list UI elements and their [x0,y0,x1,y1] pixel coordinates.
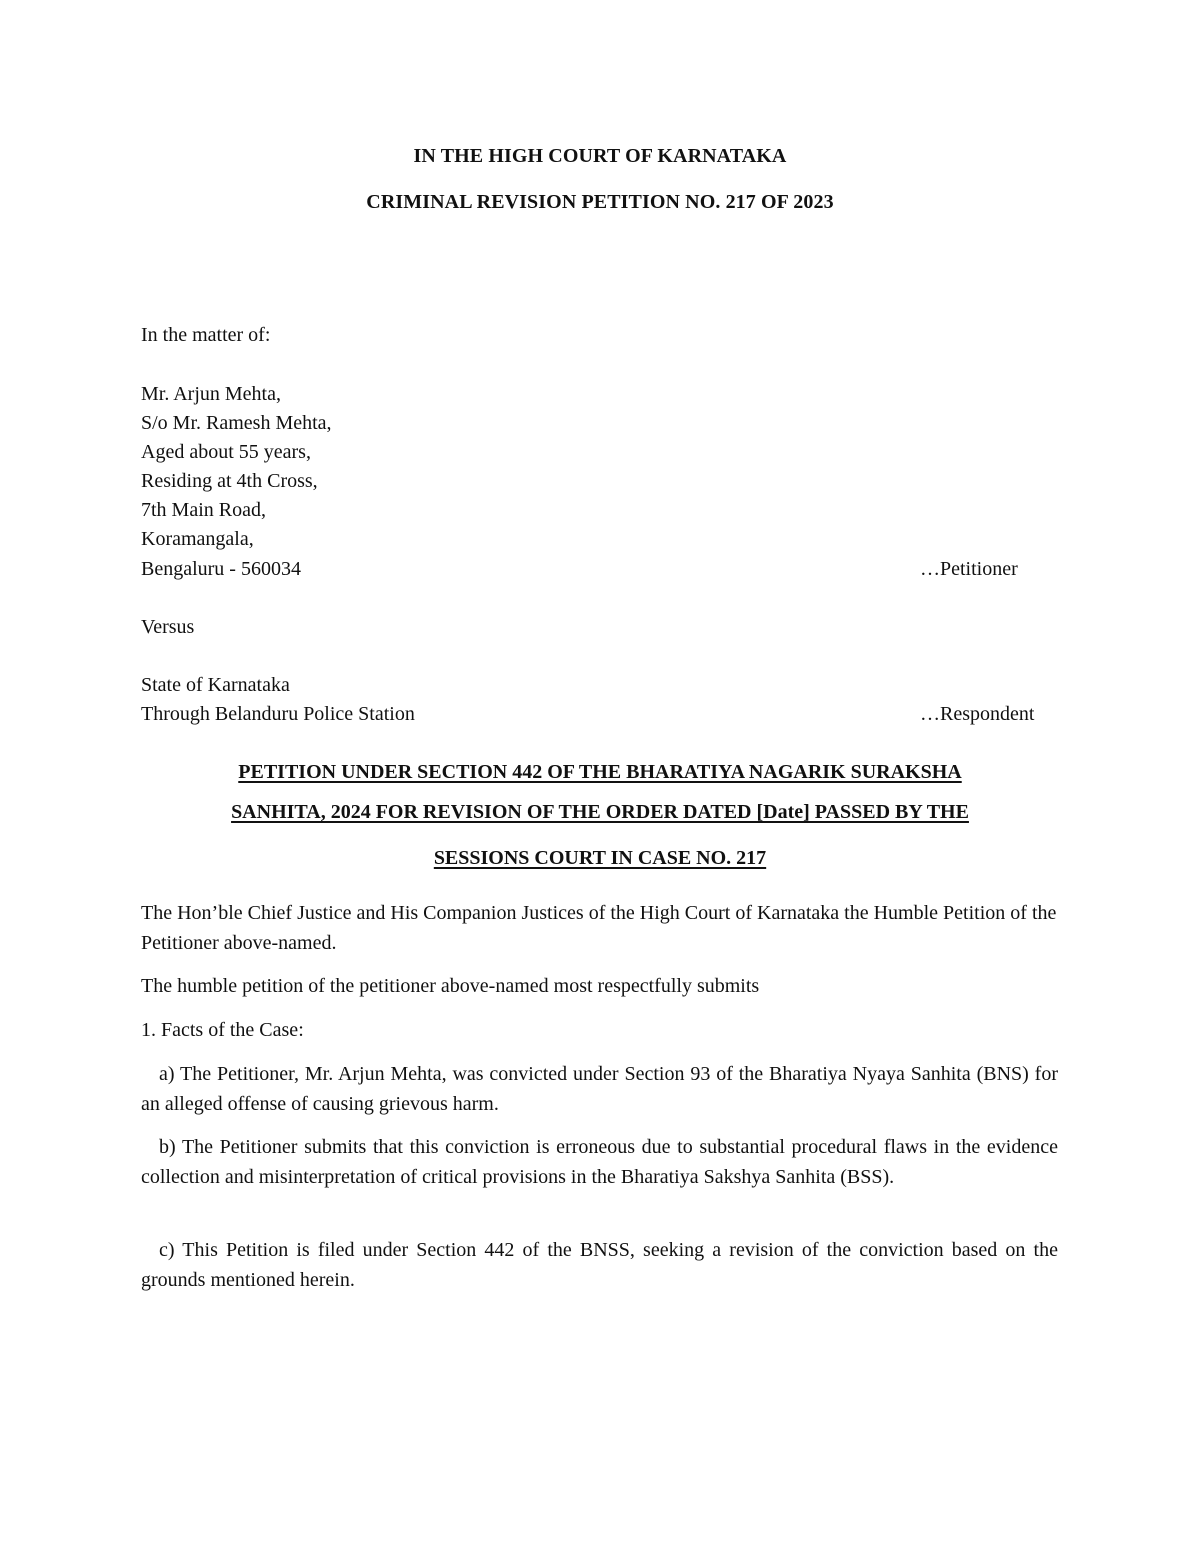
fact-item: b) The Petitioner submits that this conviction is erroneous due to substantial procedural flaws in the evidence collection and misinterpretation of critical provisions in the Bharatiya Sakshya Sanhita (BSS). [141,1136,1058,1188]
petitioner-age: Aged about 55 years, [141,441,311,463]
petition-title-line [0,846,1200,870]
petitioner-role-label: …Petitioner [920,558,1018,580]
matter-intro: In the matter of: [141,324,271,346]
petitioner-name: Mr. Arjun Mehta, [141,383,281,405]
submission-paragraph: The humble petition of the petitioner above-named most respectfully submits [141,975,760,997]
respondent-through: Through Belanduru Police Station [141,703,415,725]
petitioner-address-line: Residing at 4th Cross, [141,470,318,492]
petitioner-parentage: S/o Mr. Ramesh Mehta, [141,412,332,434]
petition-title-text: SESSIONS COURT IN CASE NO. 217 [433,847,767,869]
petitioner-address-line: 7th Main Road, [141,499,266,521]
versus-label: Versus [141,616,195,638]
petition-title-text: SANHITA, 2024 FOR REVISION OF THE ORDER DATED [Date] PASSED BY THE [231,801,969,823]
court-heading: IN THE HIGH COURT OF KARNATAKA [413,145,787,167]
fact-item: c) This Petition is filed under Section 442 of the BNSS, seeking a revision of the conviction based on the grounds mentioned herein. [141,1239,1058,1291]
fact-item: a) The Petitioner, Mr. Arjun Mehta, was convicted under Section 93 of the Bharatiya Nyaya Sanhita (BNS) for an alleged offense of causing grievous harm. [141,1063,1058,1115]
petitioner-address-line: Bengaluru - 560034 [141,558,301,580]
facts-heading: 1. Facts of the Case: [141,1019,304,1041]
respondent-role-label: …Respondent [920,703,1035,725]
petition-title-text: PETITION UNDER SECTION 442 OF THE BHARATIYA NAGARIK SURAKSHA [238,761,962,783]
petition-title-line [0,800,1200,824]
petitioner-address-line: Koramangala, [141,528,254,550]
address-paragraph: The Hon’ble Chief Justice and His Companion Justices of the High Court of Karnataka the Humble Petition of the Petitioner above-named. [141,902,1057,954]
respondent-name: State of Karnataka [141,674,290,696]
case-number-heading: CRIMINAL REVISION PETITION NO. 217 OF 2023 [366,191,834,213]
petition-title-line [0,760,1200,784]
